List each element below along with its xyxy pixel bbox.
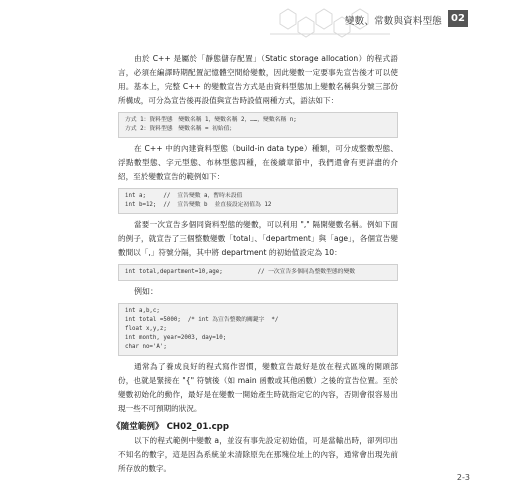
chapter-title: 變數、常數與資料型態 xyxy=(344,16,442,27)
code-block-example2 xyxy=(118,264,398,281)
example-heading xyxy=(112,420,398,432)
code-line: int total =5000; /* int 為宣告整數的關鍵字 */ xyxy=(125,317,279,323)
page-content xyxy=(112,52,398,476)
code-line: int total,department=10,age; // 一次宣告多個同為整數型態的變數 xyxy=(125,269,356,275)
paragraph-good-habits: 通常為了養成良好的程式寫作習慣，變數宣告最好是放在程式區塊的開頭部份，也就是緊接在 "{" 符號後（如 main 函數或其他函數）之後的宣告位置。至於變數初始化的動作，最好是在變數一開始產生時就指定它的內容，否則會很容易出現一些不可預期的狀況。 xyxy=(118,362,398,413)
code-line: int b=12; // 宣告變數 b 並直接設定初值為 12 xyxy=(125,202,272,208)
code-block-example3 xyxy=(118,303,398,356)
chapter-number: 02 xyxy=(448,10,468,27)
example-heading-tag: 隨堂範例 xyxy=(120,422,155,432)
code-line: int a,b,c; xyxy=(125,308,160,314)
paragraph-example-description: 以下的程式範例中變數 a，並沒有事先設定初始值，可是當輸出時，卻列印出不知名的數字，這是因為系統並未清除原先在那塊位址上的內容，通常會出現先前所存放的數字。 xyxy=(118,436,398,473)
code-line: float x,y,z; xyxy=(125,326,167,332)
code-block-syntax xyxy=(118,112,398,138)
code-line: char no='A'; xyxy=(125,344,167,350)
paragraph-multiple-declaration: 當要一次宣告多個同資料型態的變數，可以利用 "," 隔開變數名稱。例如下面的例子，就宣告了三個整數變數「total」、「department」與「age」，各個宣告變數間以「,」符號分隔，其中將 department 的初始值設定為 10： xyxy=(118,220,398,257)
code-line: int month, year=2003, day=10; xyxy=(125,335,227,341)
code-block-example1 xyxy=(118,188,398,214)
paragraph-for-example: 例如： xyxy=(134,287,158,296)
example-heading-bracket: 》 xyxy=(155,422,164,432)
example-heading-bracket: 《 xyxy=(112,422,121,432)
page-number: 2-3 xyxy=(456,473,470,482)
code-line: 方式 1：資料型態 變數名稱 1，變數名稱 2，……，變數名稱 n; xyxy=(125,117,297,123)
paragraph-data-types: 在 C++ 中的內建資料型態（build-in data type）種類，可分成整數型態、浮點數型態、字元型態、布林型態四種，在後續章節中，我們還會有更詳盡的介紹，至於變數宣告的範例如下： xyxy=(118,144,398,181)
example-filename: CH02_01.cpp xyxy=(166,422,229,432)
paragraph-static-allocation: 由於 C++ 是屬於「靜態儲存配置」（Static storage allocation）的程式語言，必須在編譯時期配置記憶體空間給變數，因此變數一定要事先宣告後才可以使用。基本上，完整 C++ 的變數宣告方式是由資料型態加上變數名稱與分號三部份所構成，可分為宣告後再設值與宣告時設值兩種方式，語法如下： xyxy=(118,54,398,105)
code-line: int a; // 宣告變數 a，暫時未設值 xyxy=(125,193,243,199)
code-line: 方式 2：資料型態 變數名稱 = 初始值； xyxy=(125,126,236,132)
